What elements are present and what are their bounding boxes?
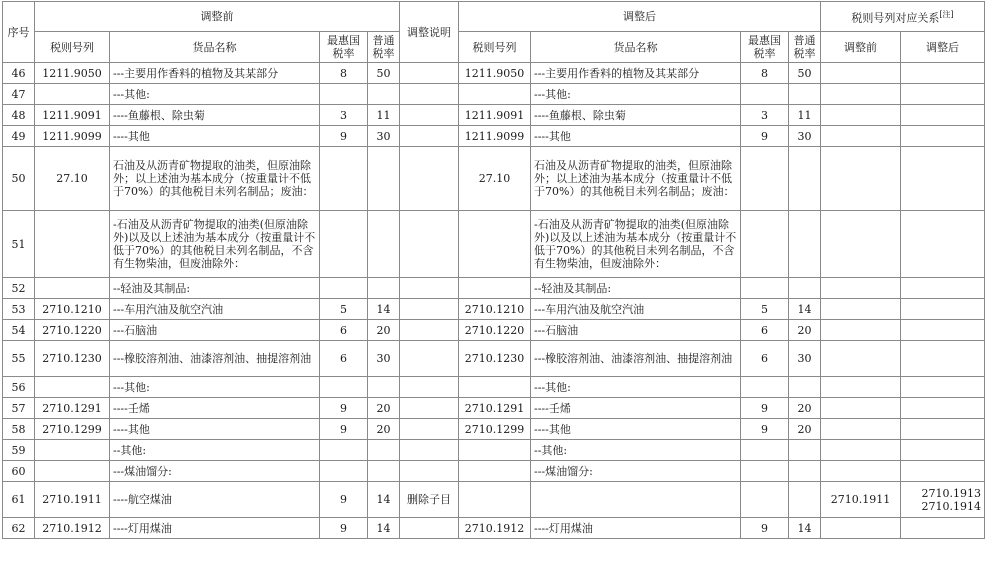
- after-name-cell: ----壬烯: [531, 398, 741, 419]
- before-mfn-cell: 6: [320, 320, 368, 341]
- after-mfn-cell: 9: [741, 518, 789, 539]
- after-general-cell: 20: [789, 320, 821, 341]
- before-code-cell: 27.10: [35, 147, 110, 211]
- corr-before-cell: [821, 63, 901, 84]
- table-row: [3, 419, 985, 440]
- after-code-cell: 1211.9050: [459, 63, 531, 84]
- table-body: [3, 63, 985, 539]
- table-row: [3, 63, 985, 84]
- corr-before-cell: [821, 299, 901, 320]
- after-group-header: 调整后: [459, 2, 821, 32]
- seq-cell: 59: [3, 440, 35, 461]
- tariff-adjustment-table: [2, 1, 985, 539]
- before-name-cell: ---橡胶溶剂油、油漆溶剂油、抽提溶剂油: [110, 341, 320, 377]
- after-code-cell: [459, 482, 531, 518]
- seq-cell: 51: [3, 211, 35, 278]
- before-name-cell: ---其他:: [110, 84, 320, 105]
- seq-cell: 48: [3, 105, 35, 126]
- after-code-cell: 2710.1912: [459, 518, 531, 539]
- before-code-cell: 2710.1291: [35, 398, 110, 419]
- table-row: [3, 126, 985, 147]
- before-name-cell: ---车用汽油及航空汽油: [110, 299, 320, 320]
- adjustment-note-cell: [400, 419, 459, 440]
- after-code-cell: [459, 461, 531, 482]
- after-general-cell: 14: [789, 299, 821, 320]
- before-code-cell: [35, 461, 110, 482]
- table-row: [3, 278, 985, 299]
- table-row: [3, 341, 985, 377]
- after-name-cell: ----灯用煤油: [531, 518, 741, 539]
- after-general-cell: [789, 147, 821, 211]
- before-general-cell: [368, 440, 400, 461]
- before-code-cell: 2710.1210: [35, 299, 110, 320]
- before-general-cell: 20: [368, 320, 400, 341]
- adjustment-note-cell: [400, 461, 459, 482]
- after-mfn-cell: 5: [741, 299, 789, 320]
- after-name-cell: --轻油及其制品:: [531, 278, 741, 299]
- after-general-cell: 11: [789, 105, 821, 126]
- before-mfn-cell: 5: [320, 299, 368, 320]
- before-mfn-cell: 9: [320, 398, 368, 419]
- adjustment-note-cell: [400, 126, 459, 147]
- seq-cell: 54: [3, 320, 35, 341]
- before-name-cell: ----其他: [110, 126, 320, 147]
- corr-before-cell: [821, 518, 901, 539]
- adjustment-note-cell: [400, 211, 459, 278]
- before-mfn-cell: 6: [320, 341, 368, 377]
- after-mfn-cell: [741, 211, 789, 278]
- corr-before-cell: [821, 278, 901, 299]
- after-code-cell: [459, 440, 531, 461]
- after-general-header: 普通税率: [789, 32, 821, 63]
- after-name-cell: ---主要用作香料的植物及其某部分: [531, 63, 741, 84]
- after-mfn-header: 最惠国税率: [741, 32, 789, 63]
- corr-after-cell: [901, 341, 985, 377]
- corr-after-cell: [901, 518, 985, 539]
- before-general-cell: [368, 377, 400, 398]
- after-code-cell: 1211.9091: [459, 105, 531, 126]
- before-code-cell: 2710.1299: [35, 419, 110, 440]
- table-row: [3, 211, 985, 278]
- adjustment-note-cell: [400, 341, 459, 377]
- before-name-cell: 石油及从沥青矿物提取的油类，但原油除外；以上述油为基本成分（按重量计不低于70%）的其他税目未列名制品；废油：: [110, 147, 320, 211]
- before-mfn-cell: 9: [320, 419, 368, 440]
- before-code-cell: 1211.9091: [35, 105, 110, 126]
- table-row: [3, 461, 985, 482]
- after-mfn-cell: [741, 147, 789, 211]
- adjustment-note-cell: [400, 147, 459, 211]
- after-general-cell: [789, 278, 821, 299]
- after-name-cell: -石油及从沥青矿物提取的油类(但原油除外)以及以上述油为基本成分（按重量计不低于70%）的其他税目未列名制品，不含有生物柴油，但废油除外：: [531, 211, 741, 278]
- before-name-cell: ----灯用煤油: [110, 518, 320, 539]
- corr-before-header: 调整前: [821, 32, 901, 63]
- header-row-top: [3, 2, 985, 32]
- before-general-cell: 50: [368, 63, 400, 84]
- note-header: 调整说明: [400, 2, 459, 63]
- corr-after-cell: [901, 440, 985, 461]
- after-mfn-cell: 6: [741, 341, 789, 377]
- corr-before-cell: [821, 84, 901, 105]
- after-mfn-cell: 8: [741, 63, 789, 84]
- corr-before-cell: [821, 105, 901, 126]
- corr-after-cell: [901, 299, 985, 320]
- corr-after-cell: [901, 377, 985, 398]
- before-general-cell: [368, 211, 400, 278]
- correspondence-title: 税则号列对应关系: [851, 11, 940, 25]
- before-code-cell: [35, 84, 110, 105]
- before-name-cell: ----航空煤油: [110, 482, 320, 518]
- after-general-cell: 30: [789, 341, 821, 377]
- corr-after-cell: 2710.1913 2710.1914: [901, 482, 985, 518]
- table-row: [3, 518, 985, 539]
- before-code-cell: [35, 278, 110, 299]
- before-general-cell: 11: [368, 105, 400, 126]
- adjustment-note-cell: [400, 398, 459, 419]
- before-group-header: 调整前: [35, 2, 400, 32]
- seq-cell: 57: [3, 398, 35, 419]
- after-name-cell: ----其他: [531, 419, 741, 440]
- after-name-cell: --其他:: [531, 440, 741, 461]
- before-general-cell: 14: [368, 482, 400, 518]
- after-name-cell: 石油及从沥青矿物提取的油类，但原油除外；以上述油为基本成分（按重量计不低于70%）的其他税目未列名制品；废油：: [531, 147, 741, 211]
- after-general-cell: [789, 440, 821, 461]
- after-general-cell: 50: [789, 63, 821, 84]
- before-mfn-cell: 9: [320, 518, 368, 539]
- after-name-cell: ---其他:: [531, 377, 741, 398]
- after-code-cell: 2710.1220: [459, 320, 531, 341]
- table-row: [3, 105, 985, 126]
- before-general-cell: 20: [368, 419, 400, 440]
- before-name-cell: ---其他:: [110, 377, 320, 398]
- seq-cell: 50: [3, 147, 35, 211]
- before-name-cell: ---石脑油: [110, 320, 320, 341]
- before-general-cell: 14: [368, 518, 400, 539]
- corr-after-cell: [901, 278, 985, 299]
- corr-before-cell: [821, 440, 901, 461]
- after-code-cell: 2710.1210: [459, 299, 531, 320]
- before-code-cell: 2710.1230: [35, 341, 110, 377]
- after-mfn-cell: [741, 440, 789, 461]
- after-general-cell: [789, 84, 821, 105]
- after-general-cell: 20: [789, 398, 821, 419]
- after-general-cell: 14: [789, 518, 821, 539]
- before-name-cell: --其他:: [110, 440, 320, 461]
- after-mfn-cell: 9: [741, 126, 789, 147]
- after-name-cell: [531, 482, 741, 518]
- seq-cell: 62: [3, 518, 35, 539]
- after-code-cell: [459, 84, 531, 105]
- before-general-cell: 30: [368, 341, 400, 377]
- adjustment-note-cell: [400, 84, 459, 105]
- seq-header: 序号: [3, 2, 35, 63]
- after-mfn-cell: 3: [741, 105, 789, 126]
- seq-cell: 52: [3, 278, 35, 299]
- adjustment-note-cell: [400, 320, 459, 341]
- after-mfn-cell: [741, 461, 789, 482]
- before-name-cell: -石油及从沥青矿物提取的油类(但原油除外)以及以上述油为基本成分（按重量计不低于70%）的其他税目未列名制品，不含有生物柴油，但废油除外：: [110, 211, 320, 278]
- after-code-cell: 27.10: [459, 147, 531, 211]
- adjustment-note-cell: 删除子目: [400, 482, 459, 518]
- after-code-cell: 2710.1291: [459, 398, 531, 419]
- corr-after-cell: [901, 419, 985, 440]
- seq-cell: 53: [3, 299, 35, 320]
- corr-after-cell: [901, 105, 985, 126]
- corr-after-cell: [901, 84, 985, 105]
- before-general-cell: 14: [368, 299, 400, 320]
- seq-cell: 55: [3, 341, 35, 377]
- before-code-cell: 2710.1220: [35, 320, 110, 341]
- after-code-cell: 2710.1299: [459, 419, 531, 440]
- after-general-cell: [789, 377, 821, 398]
- adjustment-note-cell: [400, 63, 459, 84]
- before-general-cell: [368, 84, 400, 105]
- before-name-cell: ----其他: [110, 419, 320, 440]
- correspondence-group-header: [821, 2, 985, 32]
- before-name-header: 货品名称: [110, 32, 320, 63]
- before-mfn-cell: 8: [320, 63, 368, 84]
- corr-before-cell: [821, 320, 901, 341]
- seq-cell: 60: [3, 461, 35, 482]
- adjustment-note-cell: [400, 518, 459, 539]
- before-general-header: 普通税率: [368, 32, 400, 63]
- seq-cell: 49: [3, 126, 35, 147]
- table-row: [3, 320, 985, 341]
- after-name-header: 货品名称: [531, 32, 741, 63]
- before-name-cell: ----壬烯: [110, 398, 320, 419]
- corr-before-cell: [821, 341, 901, 377]
- after-general-cell: [789, 461, 821, 482]
- seq-cell: 56: [3, 377, 35, 398]
- after-general-cell: [789, 482, 821, 518]
- corr-after-cell: [901, 398, 985, 419]
- corr-after-cell: [901, 147, 985, 211]
- corr-after-cell: [901, 211, 985, 278]
- table-row: [3, 440, 985, 461]
- after-general-cell: 30: [789, 126, 821, 147]
- after-mfn-cell: [741, 377, 789, 398]
- corr-before-cell: [821, 377, 901, 398]
- after-name-cell: ---煤油馏分:: [531, 461, 741, 482]
- seq-cell: 47: [3, 84, 35, 105]
- before-mfn-cell: 3: [320, 105, 368, 126]
- corr-after-cell: [901, 320, 985, 341]
- before-mfn-cell: [320, 211, 368, 278]
- corr-before-cell: [821, 211, 901, 278]
- after-name-cell: ----鱼藤根、除虫菊: [531, 105, 741, 126]
- before-mfn-cell: [320, 84, 368, 105]
- corr-before-cell: [821, 461, 901, 482]
- before-mfn-cell: 9: [320, 126, 368, 147]
- corr-after-cell: [901, 63, 985, 84]
- adjustment-note-cell: [400, 278, 459, 299]
- before-name-cell: ---主要用作香料的植物及其某部分: [110, 63, 320, 84]
- after-name-cell: ----其他: [531, 126, 741, 147]
- corr-before-cell: [821, 398, 901, 419]
- adjustment-note-cell: [400, 377, 459, 398]
- before-mfn-header: 最惠国税率: [320, 32, 368, 63]
- before-name-cell: ----鱼藤根、除虫菊: [110, 105, 320, 126]
- before-mfn-cell: [320, 440, 368, 461]
- after-mfn-cell: 9: [741, 419, 789, 440]
- before-general-cell: [368, 461, 400, 482]
- table-row: [3, 398, 985, 419]
- after-general-cell: 20: [789, 419, 821, 440]
- corr-before-cell: 2710.1911: [821, 482, 901, 518]
- seq-cell: 46: [3, 63, 35, 84]
- adjustment-note-cell: [400, 105, 459, 126]
- before-general-cell: [368, 278, 400, 299]
- corr-before-cell: [821, 419, 901, 440]
- before-mfn-cell: [320, 147, 368, 211]
- before-code-cell: 2710.1912: [35, 518, 110, 539]
- header-row-sub: [3, 32, 985, 63]
- before-mfn-cell: [320, 377, 368, 398]
- before-name-cell: ---煤油馏分:: [110, 461, 320, 482]
- after-code-cell: [459, 377, 531, 398]
- correspondence-note-mark: [注]: [939, 10, 954, 20]
- after-name-cell: ---橡胶溶剂油、油漆溶剂油、抽提溶剂油: [531, 341, 741, 377]
- table-row: [3, 299, 985, 320]
- table-row: [3, 84, 985, 105]
- after-mfn-cell: [741, 84, 789, 105]
- before-general-cell: [368, 147, 400, 211]
- seq-cell: 61: [3, 482, 35, 518]
- adjustment-note-cell: [400, 440, 459, 461]
- before-code-cell: [35, 377, 110, 398]
- before-mfn-cell: [320, 278, 368, 299]
- before-name-cell: --轻油及其制品:: [110, 278, 320, 299]
- after-code-cell: [459, 278, 531, 299]
- corr-before-cell: [821, 147, 901, 211]
- before-general-cell: 30: [368, 126, 400, 147]
- after-name-cell: ---车用汽油及航空汽油: [531, 299, 741, 320]
- after-mfn-cell: [741, 482, 789, 518]
- after-code-cell: 2710.1230: [459, 341, 531, 377]
- before-mfn-cell: [320, 461, 368, 482]
- before-code-cell: 1211.9099: [35, 126, 110, 147]
- after-code-cell: [459, 211, 531, 278]
- corr-after-header: 调整后: [901, 32, 985, 63]
- table-row: [3, 147, 985, 211]
- after-name-cell: ---石脑油: [531, 320, 741, 341]
- before-code-cell: 1211.9050: [35, 63, 110, 84]
- corr-before-cell: [821, 126, 901, 147]
- after-mfn-cell: [741, 278, 789, 299]
- after-code-header: 税则号列: [459, 32, 531, 63]
- adjustment-note-cell: [400, 299, 459, 320]
- corr-after-cell: [901, 461, 985, 482]
- table-row: [3, 377, 985, 398]
- table-row: [3, 482, 985, 518]
- before-mfn-cell: 9: [320, 482, 368, 518]
- corr-after-cell: [901, 126, 985, 147]
- seq-cell: 58: [3, 419, 35, 440]
- after-general-cell: [789, 211, 821, 278]
- before-code-cell: 2710.1911: [35, 482, 110, 518]
- after-mfn-cell: 9: [741, 398, 789, 419]
- before-code-cell: [35, 211, 110, 278]
- before-code-header: 税则号列: [35, 32, 110, 63]
- before-code-cell: [35, 440, 110, 461]
- before-general-cell: 20: [368, 398, 400, 419]
- after-code-cell: 1211.9099: [459, 126, 531, 147]
- after-mfn-cell: 6: [741, 320, 789, 341]
- after-name-cell: ---其他:: [531, 84, 741, 105]
